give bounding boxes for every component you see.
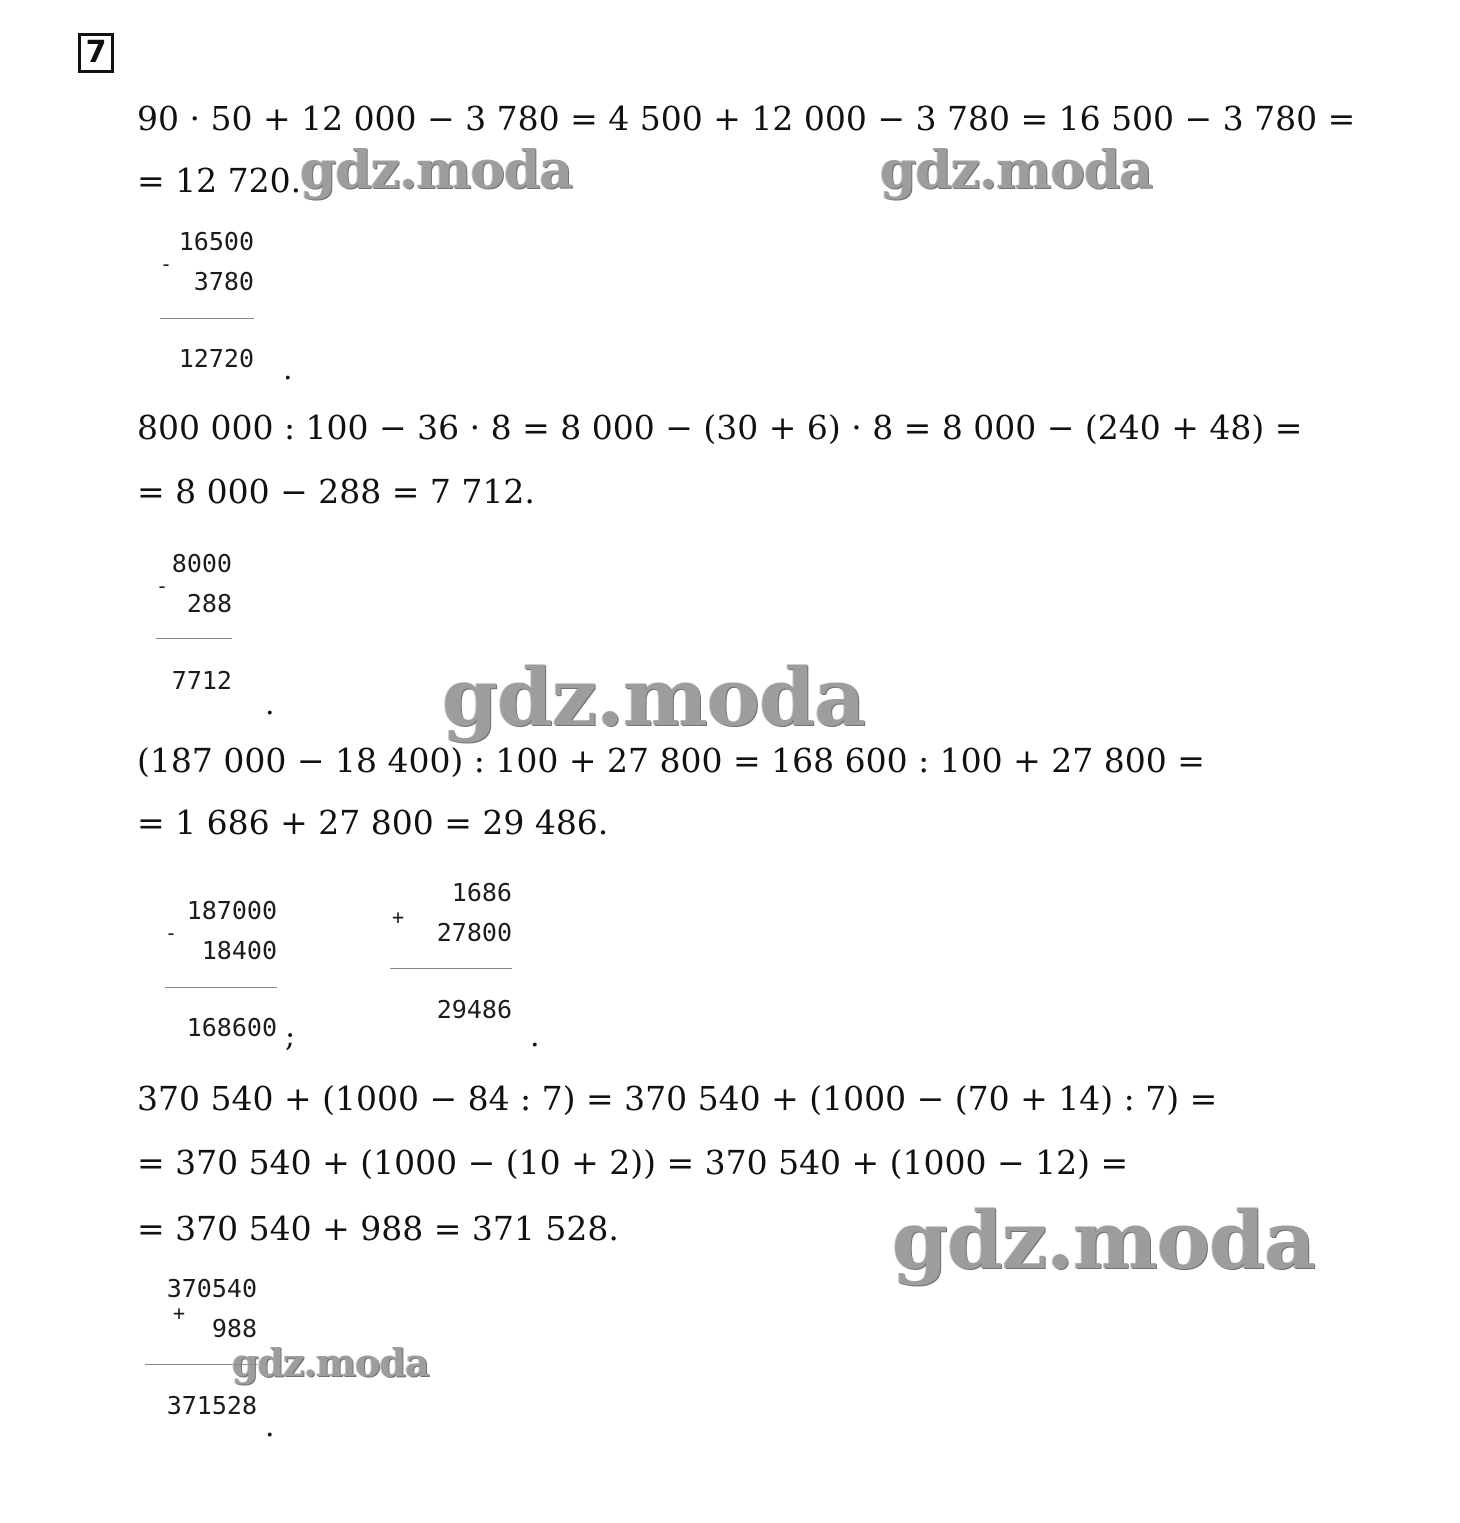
- equation-line-1: 90 · 50 + 12 000 − 3 780 = 4 500 + 12 000 − 3 780 = 16 500 − 3 780 =: [137, 99, 1356, 138]
- column-sign: -: [160, 252, 173, 276]
- column-result-number: 371528: [166, 1391, 257, 1420]
- column-sign: -: [156, 574, 169, 598]
- column-end-mark: .: [265, 1409, 275, 1444]
- column-result-number: 7712: [171, 666, 232, 695]
- column-result-line: [160, 318, 254, 319]
- column-bottom-number: 18400: [201, 936, 277, 965]
- column-top-number: 1686: [451, 878, 512, 907]
- column-sign: +: [392, 905, 405, 929]
- column-top-number: 8000: [171, 549, 232, 578]
- watermark-logo: gdz.moda: [232, 1340, 429, 1385]
- column-top-number: 370540: [166, 1274, 257, 1303]
- column-bottom-number: 27800: [436, 918, 512, 947]
- column-end-mark: .: [283, 352, 293, 387]
- column-subtraction-3: [165, 897, 277, 1047]
- column-end-mark: .: [530, 1019, 540, 1054]
- task-number-badge: 7: [78, 33, 114, 73]
- column-end-mark: .: [265, 687, 275, 722]
- watermark-logo: gdz.moda: [442, 650, 865, 744]
- column-result-number: 168600: [186, 1013, 277, 1042]
- column-addition-4: [390, 879, 512, 1029]
- column-subtraction-2: [156, 550, 232, 700]
- column-bottom-number: 988: [211, 1314, 257, 1343]
- column-sign: -: [165, 921, 178, 945]
- column-result-line: [390, 968, 512, 969]
- watermark-logo: gdz.moda: [892, 1193, 1315, 1287]
- watermark-logo: gdz.moda: [300, 140, 573, 201]
- equation-line-8: = 370 540 + (1000 − (10 + 2)) = 370 540 + (1000 − 12) =: [137, 1143, 1129, 1182]
- equation-line-2: = 12 720.: [137, 161, 302, 200]
- column-result-number: 29486: [436, 995, 512, 1024]
- equation-line-7: 370 540 + (1000 − 84 : 7) = 370 540 + (1000 − (70 + 14) : 7) =: [137, 1079, 1218, 1118]
- equation-line-5: (187 000 − 18 400) : 100 + 27 800 = 168 600 : 100 + 27 800 =: [137, 741, 1205, 780]
- equation-line-4: = 8 000 − 288 = 7 712.: [137, 472, 535, 511]
- column-bottom-number: 288: [186, 589, 232, 618]
- equation-line-3: 800 000 : 100 − 36 · 8 = 8 000 − (30 + 6) · 8 = 8 000 − (240 + 48) =: [137, 408, 1303, 447]
- watermark-logo: gdz.moda: [880, 140, 1153, 201]
- equation-line-6: = 1 686 + 27 800 = 29 486.: [137, 803, 609, 842]
- column-subtraction-1: [160, 228, 254, 378]
- column-bottom-number: 3780: [193, 267, 254, 296]
- column-top-number: 16500: [178, 227, 254, 256]
- column-result-number: 12720: [178, 344, 254, 373]
- column-result-line: [156, 638, 232, 639]
- column-sign: +: [173, 1301, 186, 1325]
- column-top-number: 187000: [186, 896, 277, 925]
- equation-line-9: = 370 540 + 988 = 371 528.: [137, 1209, 619, 1248]
- column-result-line: [165, 987, 277, 988]
- column-end-mark: ;: [285, 1019, 296, 1054]
